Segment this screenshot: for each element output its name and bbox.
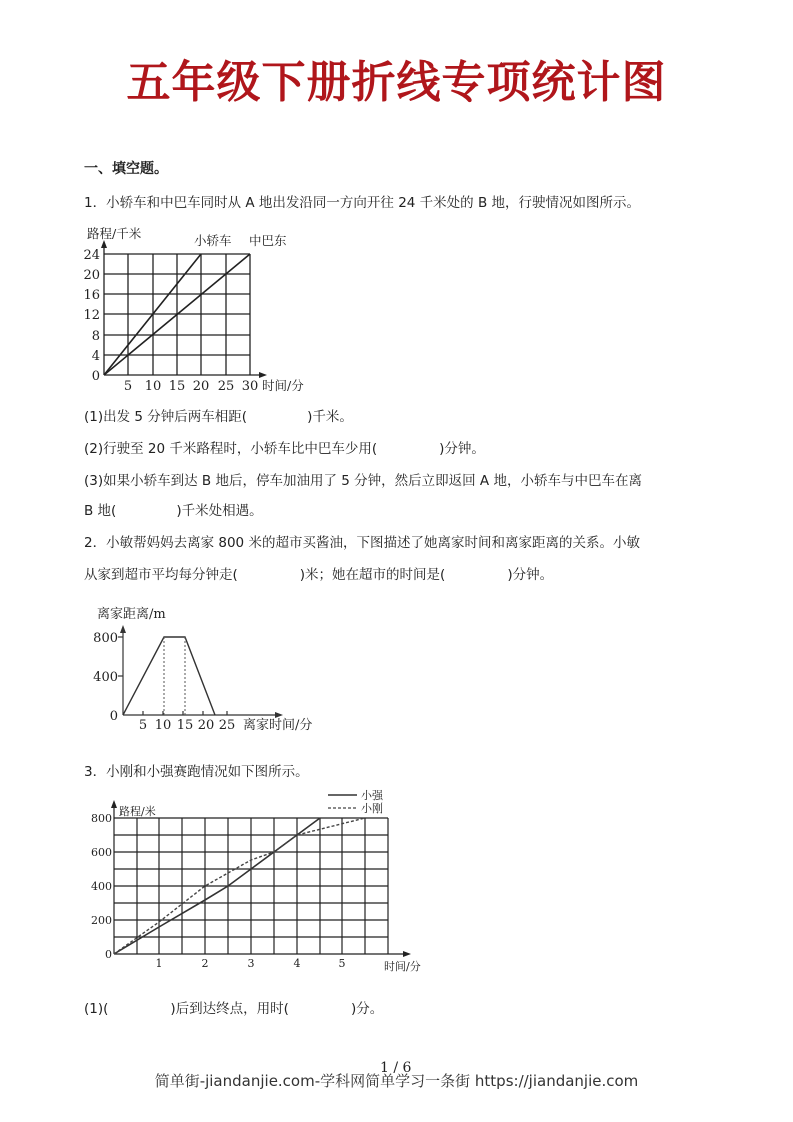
page-number: 1 / 6 [380,1060,412,1076]
chart-q2 [85,595,345,740]
y-axis-label: 离家距离/m [97,607,166,622]
x-tick: 5 [123,379,133,394]
y-axis-arrow-icon [101,240,107,248]
x-tick: 20 [197,718,215,733]
q3-sub1 [84,997,383,1017]
chart-q1 [80,220,350,395]
x-tick: 1 [155,957,163,970]
q1-sub3-text: B 地( [84,503,117,519]
y-tick: 8 [91,329,100,344]
q1-sub3-line1: (3)如果小轿车到达 B 地后，停车加油用了 5 分钟，然后立即返回 A 地，小轿车与中巴车在离 [84,473,642,489]
y-tick: 0 [91,369,100,384]
y-tick: 400 [93,670,118,685]
x-tick: 5 [338,957,346,970]
y-axis-label: 路程/千米 [87,226,142,241]
q2-text-mid: )米；她在超市的时间是( [299,567,446,583]
legend-label-xiaoqiang: 小强 [361,789,383,802]
y-tick: 400 [91,880,112,893]
q1-stem: 1．小轿车和中巴车同时从 A 地出发沿同一方向开往 24 千米处的 B 地，行驶情况如图所示。 [84,195,641,211]
q3-sub1-text-mid: )后到达终点，用时( [170,1001,289,1017]
y-tick: 0 [109,709,118,724]
y-tick: 800 [93,631,118,646]
y-tick: 200 [91,914,112,927]
legend-label-xiaogang: 小刚 [361,802,383,815]
x-tick: 25 [218,718,236,733]
q3-sub1-text-end: )分。 [350,1001,384,1017]
chart-q2-line [123,637,215,715]
y-axis-arrow-icon [120,625,126,633]
x-tick: 2 [201,957,209,970]
y-tick: 12 [83,308,100,323]
section-heading: 一、填空题。 [84,161,168,177]
x-axis-label: 时间/分 [384,960,421,973]
q2-text-end: )分钟。 [507,567,554,583]
y-tick: 0 [105,948,112,961]
y-tick: 600 [91,846,112,859]
series-label-car: 小轿车 [194,233,232,248]
y-tick: 16 [83,288,100,303]
x-tick: 30 [241,379,259,394]
y-tick: 24 [83,248,100,263]
q1-sub1-text-end: )千米。 [307,409,353,425]
chart-q3-legend [328,788,384,815]
x-axis-arrow-icon [403,951,411,957]
y-axis-arrow-icon [111,800,117,808]
x-tick: 3 [247,957,255,970]
q1-sub3-line2 [84,499,263,519]
x-axis-label: 时间/分 [262,378,304,393]
x-tick: 5 [138,718,148,733]
chart-q3 [80,782,450,977]
q2-stem-line2 [84,563,553,583]
y-tick: 800 [91,812,112,825]
q1-sub2-text: (2)行驶至 20 千米路程时，小轿车比中巴车少用( [84,441,378,457]
x-tick: 25 [217,379,235,394]
x-tick: 15 [168,379,186,394]
q1-sub2-text-end: )分钟。 [439,441,485,457]
q1-sub3-text-end: )千米处相遇。 [176,503,263,519]
x-tick: 4 [293,957,301,970]
q2-text: 从家到超市平均每分钟走( [84,567,238,583]
q1-sub2 [84,437,485,457]
y-tick: 4 [91,349,100,364]
x-tick: 10 [144,379,162,394]
q1-sub1-text: (1)出发 5 分钟后两车相距( [84,409,248,425]
x-tick: 20 [192,379,210,394]
x-tick: 10 [154,718,172,733]
page-title: 五年级下册折线专项统计图 [126,57,667,108]
q1-sub1 [84,405,353,425]
y-axis-label: 路程/米 [119,805,156,818]
q3-sub1-text: (1)( [84,1001,109,1017]
series-label-bus: 中巴东 [249,233,287,248]
y-tick: 20 [83,268,100,283]
q2-stem-line1: 2．小敏帮妈妈去离家 800 米的超市买酱油，下图描述了她离家时间和离家距离的关系。小敏 [84,535,640,551]
x-axis-label: 离家时间/分 [243,718,313,733]
watermark-footer: 简单街-jiandanjie.com-学科网简单学习一条街 https://jiandanjie.com [154,1072,639,1090]
q3-stem: 3．小刚和小强赛跑情况如下图所示。 [84,764,309,780]
x-tick: 15 [176,718,194,733]
